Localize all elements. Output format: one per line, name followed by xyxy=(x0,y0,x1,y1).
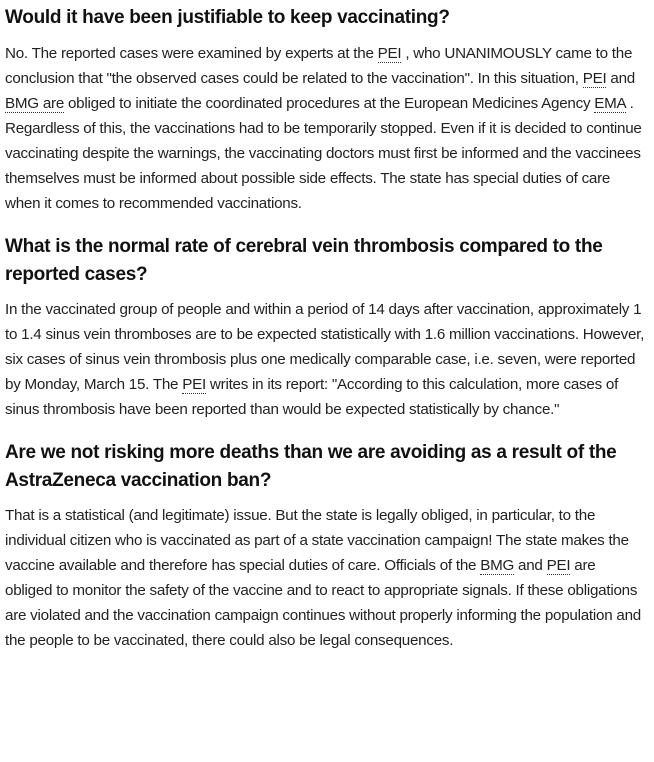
section-heading: Would it have been justifiable to keep vaccinating? xyxy=(5,7,450,28)
text-run: . Regardless of this, the vaccinations had to be temporarily stopped. Even if it is decided to continue vaccinating despite the warnings, the vaccinating doctors must first be informed and the vaccinees themselves must be informed about possible side effects. The state has special duties of care when it comes to recommended vaccinations. xyxy=(5,95,642,212)
section-paragraph xyxy=(5,297,645,422)
faq-section-risking-deaths xyxy=(5,439,645,653)
faq-section-keep-vaccinating xyxy=(5,0,645,216)
section-heading: What is the normal rate of cerebral vein thrombosis compared to the reported cases? xyxy=(5,236,603,285)
section-paragraph xyxy=(5,41,645,216)
abbr-pei[interactable]: PEI xyxy=(377,45,402,62)
abbr-bmg[interactable]: BMG xyxy=(480,557,515,574)
text-run: That is a statistical (and legitimate) issue. But the state is legally obliged, in particular, to the individual citizen who is vaccinated as part of a state vaccination campaign! The state makes the vaccine available and therefore has special duties of care. Officials of the xyxy=(5,507,629,574)
section-heading: Are we not risking more deaths than we are avoiding as a result of the AstraZeneca vaccination ban? xyxy=(5,442,617,491)
text-run: and xyxy=(514,557,547,574)
text-run: obliged to initiate the coordinated procedures at the European Medicines Agency xyxy=(64,95,595,112)
faq-section-thrombosis-rate xyxy=(5,233,645,422)
text-run: In the vaccinated group of people and within a period of 14 days after vaccination, approximately 1 to 1.4 sinus vein thromboses are to be expected statistically with 1.6 million vaccinations. However, six cases of sinus vein thrombosis plus one medically comparable case, i.e. seven, were reported by Monday, March 15. The xyxy=(5,301,645,393)
abbr-pei[interactable]: PEI xyxy=(182,376,206,393)
abbr-ema[interactable]: EMA xyxy=(594,95,626,112)
text-run: , who UNANIMOUSLY came to the conclusion that "the observed cases could be related to the vaccination". In this situation, xyxy=(5,45,633,87)
text-run: writes in its report: "According to this calculation, more cases of sinus thrombosis have been reported than would be expected statistically by chance." xyxy=(5,376,619,418)
section-paragraph xyxy=(5,503,645,653)
text-run: and xyxy=(606,70,635,87)
abbr-pei[interactable]: PEI xyxy=(546,557,571,574)
text-run: No. The reported cases were examined by experts at the xyxy=(5,45,378,62)
abbr-pei[interactable]: PEI xyxy=(582,70,607,87)
abbr-bmg[interactable]: BMG are xyxy=(5,95,65,112)
text-run: are obliged to monitor the safety of the vaccine and to react to appropriate signals. If these obligations are violated and the vaccination campaign continues without properly informing the population and the people to be vaccinated, there could also be legal consequences. xyxy=(5,557,641,649)
